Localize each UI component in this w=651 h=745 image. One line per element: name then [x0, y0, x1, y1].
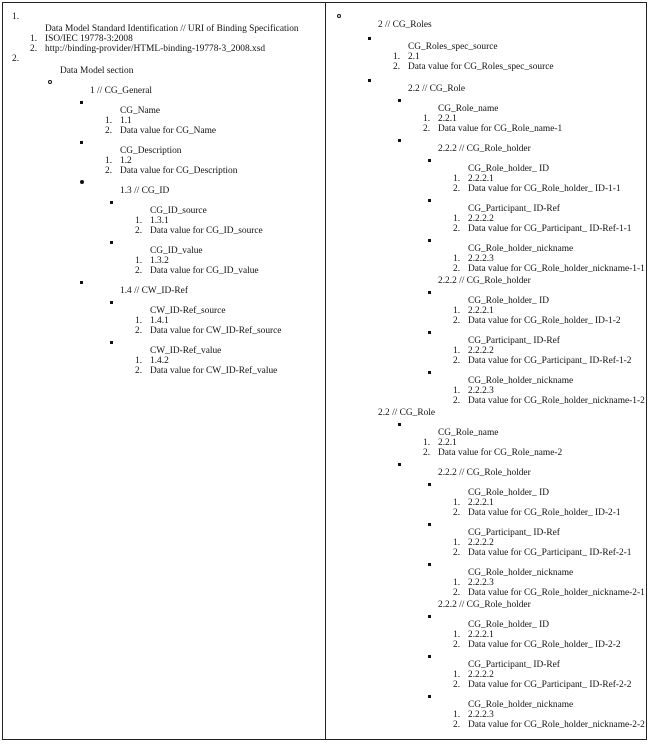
square-bullet — [428, 371, 431, 374]
participant-idref-value: Data value for CG_Participant_ ID-Ref-2-2 — [468, 680, 632, 690]
item-1-title: Data Model Standard Identification // URI of Binding Specification — [45, 24, 299, 34]
list-number: 2. — [453, 316, 461, 326]
list-number: 2. — [105, 126, 113, 136]
list-number: 2. — [105, 166, 113, 176]
list-number: 2. — [453, 224, 461, 234]
square-bullet — [398, 139, 401, 142]
list-number: 1. — [135, 356, 143, 366]
list-number: 2. — [453, 548, 461, 558]
participant-idref-label: CG_Participant_ ID-Ref — [468, 336, 560, 346]
square-bullet — [110, 301, 113, 304]
column-divider — [325, 3, 326, 739]
participant-idref-value: Data value for CG_Participant_ ID-Ref-2-1 — [468, 548, 632, 558]
roles-spec-label: CG_Roles_spec_source — [408, 42, 498, 52]
list-number: 1. — [453, 346, 461, 356]
list-number: 1. — [453, 386, 461, 396]
cg-name-value: Data value for CG_Name — [120, 126, 217, 136]
square-bullet — [428, 655, 431, 658]
role-holder-id-id: 2.2.2.1 — [468, 630, 494, 640]
cg-id-source-value: Data value for CG_ID_source — [150, 226, 263, 236]
square-bullet — [428, 563, 431, 566]
list-number: 1. — [135, 216, 143, 226]
square-bullet — [80, 141, 83, 144]
cg-description-id: 1.2 — [120, 156, 132, 166]
role-holder-id-id: 2.2.2.1 — [468, 498, 494, 508]
role-holder-id-label: CG_Role_holder_ ID — [468, 296, 549, 306]
list-number: 1. — [135, 316, 143, 326]
square-bullet — [428, 523, 431, 526]
cw-idref-title: 1.4 // CW_ID-Ref — [120, 286, 188, 296]
list-number: 2. — [453, 508, 461, 518]
list-number: 2. — [453, 356, 461, 366]
role-2-title: 2.2 // CG_Role — [378, 408, 436, 418]
square-bullet — [428, 695, 431, 698]
cg-id-title: 1.3 // CG_ID — [120, 186, 170, 196]
roles-spec-id: 2.1 — [408, 52, 420, 62]
item-2-number: 2. — [12, 54, 20, 64]
list-number: 2. — [453, 640, 461, 650]
list-number: 1. — [453, 538, 461, 548]
square-bullet — [398, 463, 401, 466]
list-number: 2. — [135, 366, 143, 376]
role-holder-nickname-id: 2.2.2.3 — [468, 710, 494, 720]
role-2-holder-2-title: 2.2.2 // CG_Role_holder — [438, 600, 531, 610]
square-bullet — [428, 199, 431, 202]
role-1-holder-2-title: 2.2.2 // CG_Role_holder — [438, 276, 531, 286]
list-number: 1. — [453, 254, 461, 264]
list-number: 2. — [423, 448, 431, 458]
square-bullet — [428, 615, 431, 618]
participant-idref-value: Data value for CG_Participant_ ID-Ref-1-1 — [468, 224, 632, 234]
list-number: 2. — [393, 62, 401, 72]
square-bullet — [428, 331, 431, 334]
list-number: 2. — [135, 266, 143, 276]
list-number: 2. — [453, 680, 461, 690]
role-holder-id-value: Data value for CG_Role_holder_ ID-2-2 — [468, 640, 621, 650]
role-2-holder-1-title: 2.2.2 // CG_Role_holder — [438, 468, 531, 478]
square-bullet — [80, 281, 83, 284]
role-holder-id-value: Data value for CG_Role_holder_ ID-1-1 — [468, 184, 621, 194]
list-number: 2. — [135, 326, 143, 336]
role-holder-nickname-value: Data value for CG_Role_holder_nickname-1-1 — [468, 264, 645, 274]
square-bullet — [368, 37, 371, 40]
list-number: 1. — [423, 114, 431, 124]
role-holder-id-label: CG_Role_holder_ ID — [468, 488, 549, 498]
square-bullet — [110, 341, 113, 344]
circle-bullet — [337, 14, 341, 18]
role-holder-nickname-label: CG_Role_holder_nickname — [468, 700, 574, 710]
role-2-name-value: Data value for CG_Role_name-2 — [438, 448, 563, 458]
square-bullet — [428, 239, 431, 242]
list-number: 2. — [453, 184, 461, 194]
role-1-holder-1-title: 2.2.2 // CG_Role_holder — [438, 144, 531, 154]
participant-idref-id: 2.2.2.2 — [468, 670, 494, 680]
cg-id-value-id: 1.3.2 — [150, 256, 169, 266]
cg-id-source-label: CG_ID_source — [150, 206, 207, 216]
list-number: 2. — [453, 720, 461, 730]
list-number: 1. — [453, 306, 461, 316]
role-1-name-id: 2.2.1 — [438, 114, 457, 124]
role-2-name-id: 2.2.1 — [438, 438, 457, 448]
square-bullet — [428, 159, 431, 162]
role-holder-nickname-value: Data value for CG_Role_holder_nickname-2-1 — [468, 588, 645, 598]
role-1-name-value: Data value for CG_Role_name-1 — [438, 124, 563, 134]
role-holder-nickname-value: Data value for CG_Role_holder_nickname-1-2 — [468, 396, 645, 406]
cw-idref-source-id: 1.4.1 — [150, 316, 169, 326]
list-number: 1. — [105, 156, 113, 166]
cg-description-label: CG_Description — [120, 146, 182, 156]
item-1-sub-2-number: 2. — [30, 44, 38, 54]
participant-idref-label: CG_Participant_ ID-Ref — [468, 204, 560, 214]
cw-idref-value-value: Data value for CW_ID-Ref_value — [150, 366, 278, 376]
document-frame — [2, 2, 647, 740]
role-1-title: 2.2 // CG_Role — [408, 84, 466, 94]
cg-id-source-id: 1.3.1 — [150, 216, 169, 226]
item-1-sub-1-text: ISO/IEC 19778-3:2008 — [45, 34, 133, 44]
item-1-sub-2-text: http://binding-provider/HTML-binding-19778-3_2008.xsd — [45, 44, 266, 54]
list-number: 1. — [135, 256, 143, 266]
square-bullet — [80, 101, 83, 104]
role-1-name-label: CG_Role_name — [438, 104, 499, 114]
item-2-title: Data Model section — [60, 66, 134, 76]
list-number: 2. — [135, 226, 143, 236]
role-holder-nickname-label: CG_Role_holder_nickname — [468, 568, 574, 578]
role-holder-id-id: 2.2.2.1 — [468, 306, 494, 316]
participant-idref-id: 2.2.2.2 — [468, 214, 494, 224]
square-bullet — [368, 79, 371, 82]
item-1-sub-1-number: 1. — [30, 34, 38, 44]
role-holder-id-value: Data value for CG_Role_holder_ ID-1-2 — [468, 316, 621, 326]
list-number: 1. — [453, 214, 461, 224]
cg-name-id: 1.1 — [120, 116, 132, 126]
list-number: 1. — [423, 438, 431, 448]
list-number: 1. — [453, 578, 461, 588]
list-number: 1. — [393, 52, 401, 62]
list-number: 1. — [453, 630, 461, 640]
role-holder-nickname-label: CG_Role_holder_nickname — [468, 244, 574, 254]
square-bullet — [110, 241, 113, 244]
role-holder-nickname-id: 2.2.2.3 — [468, 386, 494, 396]
disc-bullet — [80, 180, 84, 184]
list-number: 2. — [423, 124, 431, 134]
role-holder-id-id: 2.2.2.1 — [468, 174, 494, 184]
role-holder-id-label: CG_Role_holder_ ID — [468, 620, 549, 630]
square-bullet — [428, 483, 431, 486]
list-number: 2. — [453, 396, 461, 406]
cg-id-value-label: CG_ID_value — [150, 246, 203, 256]
role-holder-nickname-label: CG_Role_holder_nickname — [468, 376, 574, 386]
role-holder-nickname-id: 2.2.2.3 — [468, 578, 494, 588]
role-2-name-label: CG_Role_name — [438, 428, 499, 438]
participant-idref-id: 2.2.2.2 — [468, 346, 494, 356]
role-holder-nickname-value: Data value for CG_Role_holder_nickname-2-2 — [468, 720, 645, 730]
item-1-number: 1. — [12, 12, 20, 22]
cg-roles-title: 2 // CG_Roles — [378, 20, 432, 30]
list-number: 1. — [453, 174, 461, 184]
participant-idref-value: Data value for CG_Participant_ ID-Ref-1-2 — [468, 356, 632, 366]
list-number: 2. — [453, 264, 461, 274]
list-number: 1. — [105, 116, 113, 126]
square-bullet — [398, 99, 401, 102]
list-number: 2. — [453, 588, 461, 598]
cg-name-label: CG_Name — [120, 106, 161, 116]
cg-general-title: 1 // CG_General — [90, 86, 152, 96]
role-holder-id-value: Data value for CG_Role_holder_ ID-2-1 — [468, 508, 621, 518]
circle-bullet — [48, 80, 52, 84]
participant-idref-id: 2.2.2.2 — [468, 538, 494, 548]
list-number: 1. — [453, 498, 461, 508]
participant-idref-label: CG_Participant_ ID-Ref — [468, 660, 560, 670]
cw-idref-value-label: CW_ID-Ref_value — [150, 346, 222, 356]
cw-idref-source-label: CW_ID-Ref_source — [150, 306, 226, 316]
role-holder-id-label: CG_Role_holder_ ID — [468, 164, 549, 174]
cw-idref-source-value: Data value for CW_ID-Ref_source — [150, 326, 282, 336]
cg-id-value-value: Data value for CG_ID_value — [150, 266, 259, 276]
role-holder-nickname-id: 2.2.2.3 — [468, 254, 494, 264]
square-bullet — [398, 423, 401, 426]
square-bullet — [428, 291, 431, 294]
cw-idref-value-id: 1.4.2 — [150, 356, 169, 366]
list-number: 1. — [453, 670, 461, 680]
cg-description-value: Data value for CG_Description — [120, 166, 238, 176]
square-bullet — [110, 201, 113, 204]
participant-idref-label: CG_Participant_ ID-Ref — [468, 528, 560, 538]
roles-spec-value: Data value for CG_Roles_spec_source — [408, 62, 554, 72]
list-number: 1. — [453, 710, 461, 720]
